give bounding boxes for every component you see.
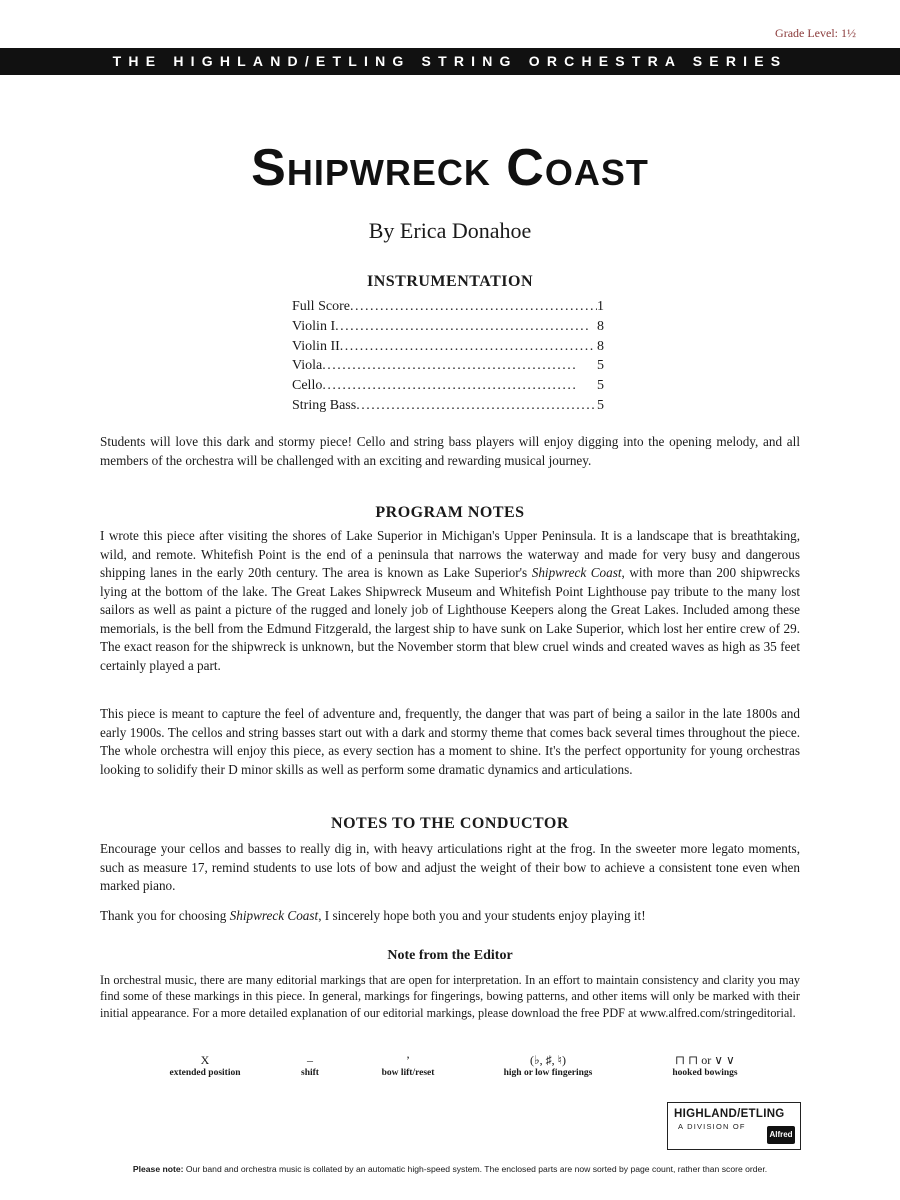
legend-label: hooked bowings bbox=[672, 1068, 738, 1078]
hooked-bowing-symbol: ⊓ ⊓ or ∨ ∨ bbox=[675, 1053, 735, 1067]
legend-label: shift bbox=[301, 1068, 319, 1078]
editorial-markings-legend bbox=[100, 1052, 800, 1092]
instrumentation-item bbox=[292, 396, 604, 416]
instrument-name: String Bass bbox=[292, 397, 357, 413]
legend-item-fingerings bbox=[478, 1052, 618, 1078]
instrument-name: Full Score bbox=[292, 299, 350, 314]
instrumentation-heading: INSTRUMENTATION bbox=[366, 273, 534, 290]
instrument-name: Violin II bbox=[292, 338, 340, 354]
leader-dots bbox=[322, 356, 597, 376]
instrument-count: 5 bbox=[597, 358, 604, 374]
series-banner: THE HIGHLAND/ETLING STRING ORCHESTRA SERIES bbox=[0, 48, 900, 75]
instrumentation-item bbox=[292, 317, 604, 337]
leader-dots bbox=[356, 396, 597, 416]
leader-dots bbox=[322, 376, 597, 396]
extended-position-symbol: X bbox=[200, 1053, 210, 1067]
instrument-name: Viola bbox=[292, 358, 323, 374]
instrumentation-item bbox=[292, 376, 604, 396]
conductor-notes-title-em: Shipwreck Coast bbox=[229, 908, 319, 923]
conductor-notes-text-b: , I sincerely hope both you and your students enjoy playing it! bbox=[318, 908, 646, 923]
legend-label: bow lift/reset bbox=[381, 1068, 435, 1078]
instrumentation-item bbox=[292, 337, 604, 357]
instrument-count: 1 bbox=[597, 299, 604, 314]
bow-lift-symbol: ’ bbox=[406, 1053, 410, 1067]
legend-item-shift bbox=[280, 1052, 340, 1078]
legend-label: extended position bbox=[169, 1068, 241, 1078]
leader-dots bbox=[340, 337, 597, 357]
program-notes-heading: PROGRAM NOTES bbox=[375, 504, 525, 521]
shift-symbol: – bbox=[307, 1053, 313, 1067]
conductor-notes-text-a: Thank you for choosing bbox=[100, 908, 230, 923]
leader-dots bbox=[350, 297, 597, 317]
grade-level: Grade Level: 1½ bbox=[775, 26, 856, 40]
alfred-badge: Alfred bbox=[767, 1126, 795, 1144]
leader-dots bbox=[335, 317, 597, 337]
instrument-count: 5 bbox=[597, 397, 604, 413]
legend-item-extended-position bbox=[140, 1052, 270, 1078]
legend-item-hooked-bowings bbox=[640, 1052, 770, 1078]
instrument-count: 5 bbox=[597, 378, 604, 394]
editor-note-heading: Note from the Editor bbox=[387, 948, 513, 963]
legend-label: high or low fingerings bbox=[503, 1068, 593, 1078]
instrument-count: 8 bbox=[597, 318, 604, 334]
instrument-name: Violin I bbox=[292, 318, 336, 334]
instrumentation-item bbox=[292, 297, 604, 317]
conductor-notes-paragraph-2 bbox=[100, 907, 800, 926]
program-notes-title-em: Shipwreck Coast bbox=[531, 565, 622, 580]
piece-title: Shipwreck Coast bbox=[251, 139, 649, 197]
fingering-symbol: (♭, ♯, ♮) bbox=[530, 1053, 566, 1067]
instrumentation-list bbox=[292, 297, 604, 416]
program-notes-text-a: I wrote this piece after visiting the shores of Lake Superior in Michigan's Upper Peninsula. It is a landscape that is breathtaking, wild, and remote. Whitefish Point is the end of a peninsula that narrows the waterway and made for very busy and dangerous shipping lanes in the early 20th century. The area is known as Lake Superior's bbox=[100, 528, 800, 580]
program-notes-paragraph-1 bbox=[100, 527, 800, 675]
footer-label: Please note: bbox=[132, 1164, 184, 1174]
instrument-count: 8 bbox=[597, 338, 604, 354]
publisher-logo-name: HIGHLAND/ETLING bbox=[674, 1108, 785, 1120]
legend-item-bow-lift bbox=[358, 1052, 458, 1078]
collation-note bbox=[0, 1164, 900, 1174]
conductor-notes-paragraph-1: Encourage your cellos and basses to really dig in, with heavy articulations right at the frog. In the sweeter more legato moments, such as measure 17, remind students to use lots of bow and adjust the weight of their bow to achieve a consistent tone even when marked piano. bbox=[100, 841, 800, 893]
intro-paragraph: Students will love this dark and stormy piece! Cello and string bass players will enjoy digging into the opening melody, and all members of the orchestra will be challenged with an exciting and rewarding musical journey. bbox=[100, 434, 800, 468]
publisher-logo bbox=[667, 1102, 801, 1150]
editor-note-paragraph: In orchestral music, there are many editorial markings that are open for interpretation. In an effort to maintain consistency and clarity you may find some of these markings in this piece. In general, markings for fingerings, bowing patterns, and other items will only be marked with their initial appearance. For a more detailed explanation of our editorial markings, please download the free PDF at www.alfred.com/stringeditorial. bbox=[100, 973, 800, 1020]
composer-byline: By Erica Donahoe bbox=[368, 218, 532, 243]
program-notes-text-b: , with more than 200 shipwrecks lying at the bottom of the lake. The Great Lakes Shipwreck Museum and Whitefish Point Lighthouse pay tribute to the many lost sailors as well as paint a picture of the rugged and lonely job of Lighthouse Keepers along the Great Lakes. Included among these memorials, is the bell from the Edmund Fitzgerald, the largest ship to have sunk on Lake Superior, which lost her entire crew of 29. The exact reason for the shipwreck is unknown, but the November storm that blew cruel winds and created waves as high as 35 feet certainly played a part. bbox=[100, 565, 800, 673]
publisher-logo-division: A DIVISION OF bbox=[678, 1122, 746, 1131]
conductor-notes-heading: NOTES TO THE CONDUCTOR bbox=[331, 815, 569, 832]
instrumentation-item bbox=[292, 356, 604, 376]
program-notes-paragraph-2: This piece is meant to capture the feel of adventure and, frequently, the danger that was part of being a sailor in the late 1800s and early 1900s. The cellos and string basses start out with a dark and stormy theme that comes back several times throughout the piece. The whole orchestra will enjoy this piece, as every section has a moment to shine. It's the perfect opportunity for young orchestras looking to solidify their D minor skills as well as perform some dramatic dynamics and articulations. bbox=[100, 706, 800, 777]
instrument-name: Cello bbox=[292, 378, 323, 394]
footer-text: Our band and orchestra music is collated by an automatic high-speed system. The enclosed parts are now sorted by page count, rather than score order. bbox=[183, 1164, 768, 1174]
